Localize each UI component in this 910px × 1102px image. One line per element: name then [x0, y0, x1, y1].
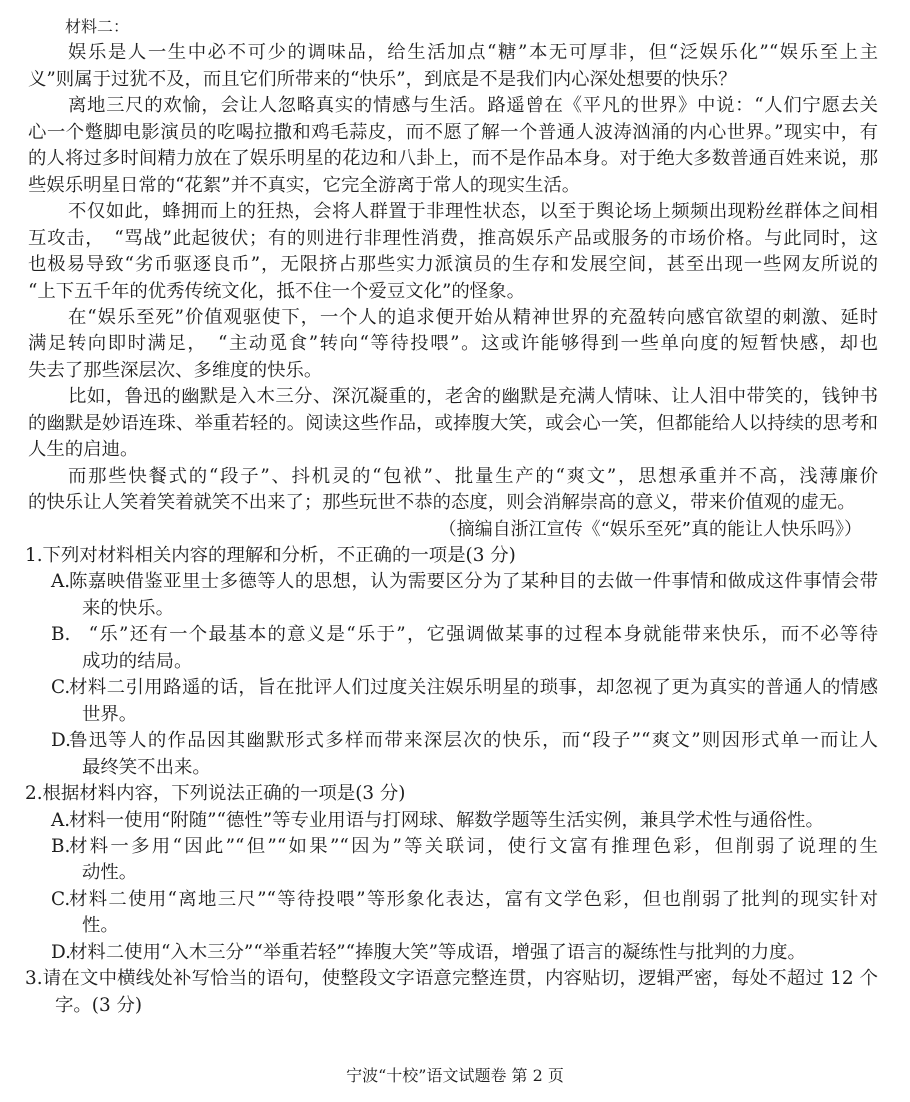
material-label: 材料二：	[65, 17, 130, 36]
answer-option	[51, 808, 878, 834]
paragraph-line: 不仅如此，蜂拥而上的狂热，会将人群置于非理性状态，以至于舆论场上频频出现粉丝群体之间相	[68, 201, 878, 223]
paragraph-line: 的人将过多时间精力放在了娱乐明星的花边和八卦上，而不是作品本身。对于绝大多数普通百姓来说，那	[28, 148, 878, 170]
option-label: C.	[51, 888, 71, 910]
paragraph-line: 些娱乐明星日常的“花絮”并不真实，它完全游离于常人的现实生活。	[28, 174, 581, 196]
question-stem: 1.下列对材料相关内容的理解和分析，不正确的一项是(3 分)	[25, 545, 516, 566]
paragraph-line: 的幽默是妙语连珠、举重若轻的。阅读这些作品，或捧腹大笑，或会心一笑，但都能给人以持续的思考和	[28, 412, 878, 434]
option-text-continued: 来的快乐。	[82, 597, 174, 619]
option-text: 材料二引用路遥的话，旨在批评人们过度关注娱乐明星的琐事，却忽视了更为真实的普通人的情感	[69, 677, 878, 699]
option-label: D.	[51, 730, 71, 752]
paragraph-line: “上下五千年的优秀传统文化，抵不住一个爱豆文化”的怪象。	[28, 280, 525, 302]
source-citation: （摘编自浙江宣传《“娱乐至死”真的能让人快乐吗》）	[438, 518, 862, 540]
option-text: 材料一多用“因此”“但”“如果”“因为”等关联词，使行文富有推理色彩，但削弱了说理的生	[69, 835, 878, 857]
option-text-continued: 动性。	[82, 862, 138, 884]
page-footer: 宁波“十校”语文试题卷 第 2 页	[346, 1066, 564, 1085]
paragraph-line: 互攻击， “骂战”此起彼伏；有的则进行非理性消费，推高娱乐产品或服务的市场价格。与此同时，这	[28, 227, 878, 249]
answer-option	[51, 569, 878, 595]
option-text-continued: 性。	[82, 915, 119, 937]
answer-option	[51, 940, 878, 966]
option-text: 鲁迅等人的作品因其幽默形式多样而带来深层次的快乐，而“段子”“爽文”则因形式单一而让人	[69, 730, 878, 752]
option-label: C.	[51, 677, 71, 699]
answer-option	[51, 622, 878, 648]
option-text: 材料二使用“离地三尺”“等待投喂”等形象化表达，富有文学色彩，但也削弱了批判的现实针对	[69, 888, 878, 910]
paragraph-line: 的快乐让人笑着笑着就笑不出来了；那些玩世不恭的态度，则会消解崇高的意义，带来价值观的虚无。	[28, 492, 856, 514]
paragraph-line: 满足转向即时满足， “主动觅食”转向“等待投喂”。这或许能够得到一些单向度的短暂快感，却也	[28, 333, 878, 355]
paragraph-line: 义”则属于过犹不及，而且它们所带来的“快乐”，到底是不是我们内心深处想要的快乐？	[28, 68, 737, 90]
option-text: 陈嘉映借鉴亚里士多德等人的思想，认为需要区分为了某种目的去做一件事情和做成这件事情会带	[69, 571, 878, 593]
paragraph-line: 娱乐是人一生中必不可少的调味品，给生活加点“糖”本无可厚非，但“泛娱乐化”“娱乐至上主	[68, 42, 878, 64]
option-text-continued: 世界。	[82, 703, 138, 725]
paragraph-line: 失去了那些深层次、多维度的快乐。	[28, 359, 323, 381]
paragraph-line: 在“娱乐至死”价值观驱使下，一个人的追求便开始从精神世界的充盈转向感官欲望的刺激、延时	[68, 306, 878, 328]
option-label: A.	[51, 809, 71, 831]
paragraph-line: 人生的启迪。	[28, 439, 139, 461]
option-text: 材料二使用“入木三分”“举重若轻”“捧腹大笑”等成语，增强了语言的凝练性与批判的力度。	[69, 941, 806, 963]
question-stem: 字。(3 分)	[55, 994, 143, 1016]
paragraph-line: 而那些快餐式的“段子”、抖机灵的“包袱”、批量生产的“爽文”，思想承重并不高，浅薄廉价	[68, 465, 878, 487]
option-label: B.	[51, 624, 71, 646]
option-label: A.	[51, 571, 71, 593]
answer-option	[51, 887, 878, 913]
option-text-continued: 成功的结局。	[82, 650, 193, 672]
answer-option	[51, 675, 878, 701]
paragraph-line: 离地三尺的欢愉，会让人忽略真实的情感与生活。路遥曾在《平凡的世界》中说：“人们宁愿去关	[68, 95, 878, 117]
question-stem: 3.请在文中横线处补写恰当的语句，使整段文字语意完整连贯，内容贴切，逻辑严密，每处不超过 12 个	[25, 968, 878, 990]
paragraph-line: 也极易导致“劣币驱逐良币”，无限挤占那些实力派演员的生存和发展空间，甚至出现一些网友所说的	[28, 254, 878, 276]
option-text: 材料一使用“附随”“德性”等专业用语与打网球、解数学题等生活实例，兼具学术性与通俗性。	[69, 809, 824, 831]
answer-option	[51, 728, 878, 754]
option-label: D.	[51, 941, 71, 963]
answer-option	[51, 834, 878, 860]
question-stem: 2.根据材料内容，下列说法正确的一项是(3 分)	[25, 783, 406, 805]
option-label: B.	[51, 835, 71, 857]
option-text-continued: 最终笑不出来。	[82, 756, 211, 778]
paragraph-line: 心一个蹩脚电影演员的吃喝拉撒和鸡毛蒜皮，而不愿了解一个普通人波涛汹涌的内心世界。”现实中，有	[28, 121, 878, 143]
paragraph-line: 比如，鲁迅的幽默是入木三分、深沉凝重的，老舍的幽默是充满人情味、让人泪中带笑的，钱钟书	[68, 386, 878, 408]
option-text: “乐”还有一个最基本的意义是“乐于”，它强调做某事的过程本身就能带来快乐，而不必等待	[69, 624, 878, 646]
